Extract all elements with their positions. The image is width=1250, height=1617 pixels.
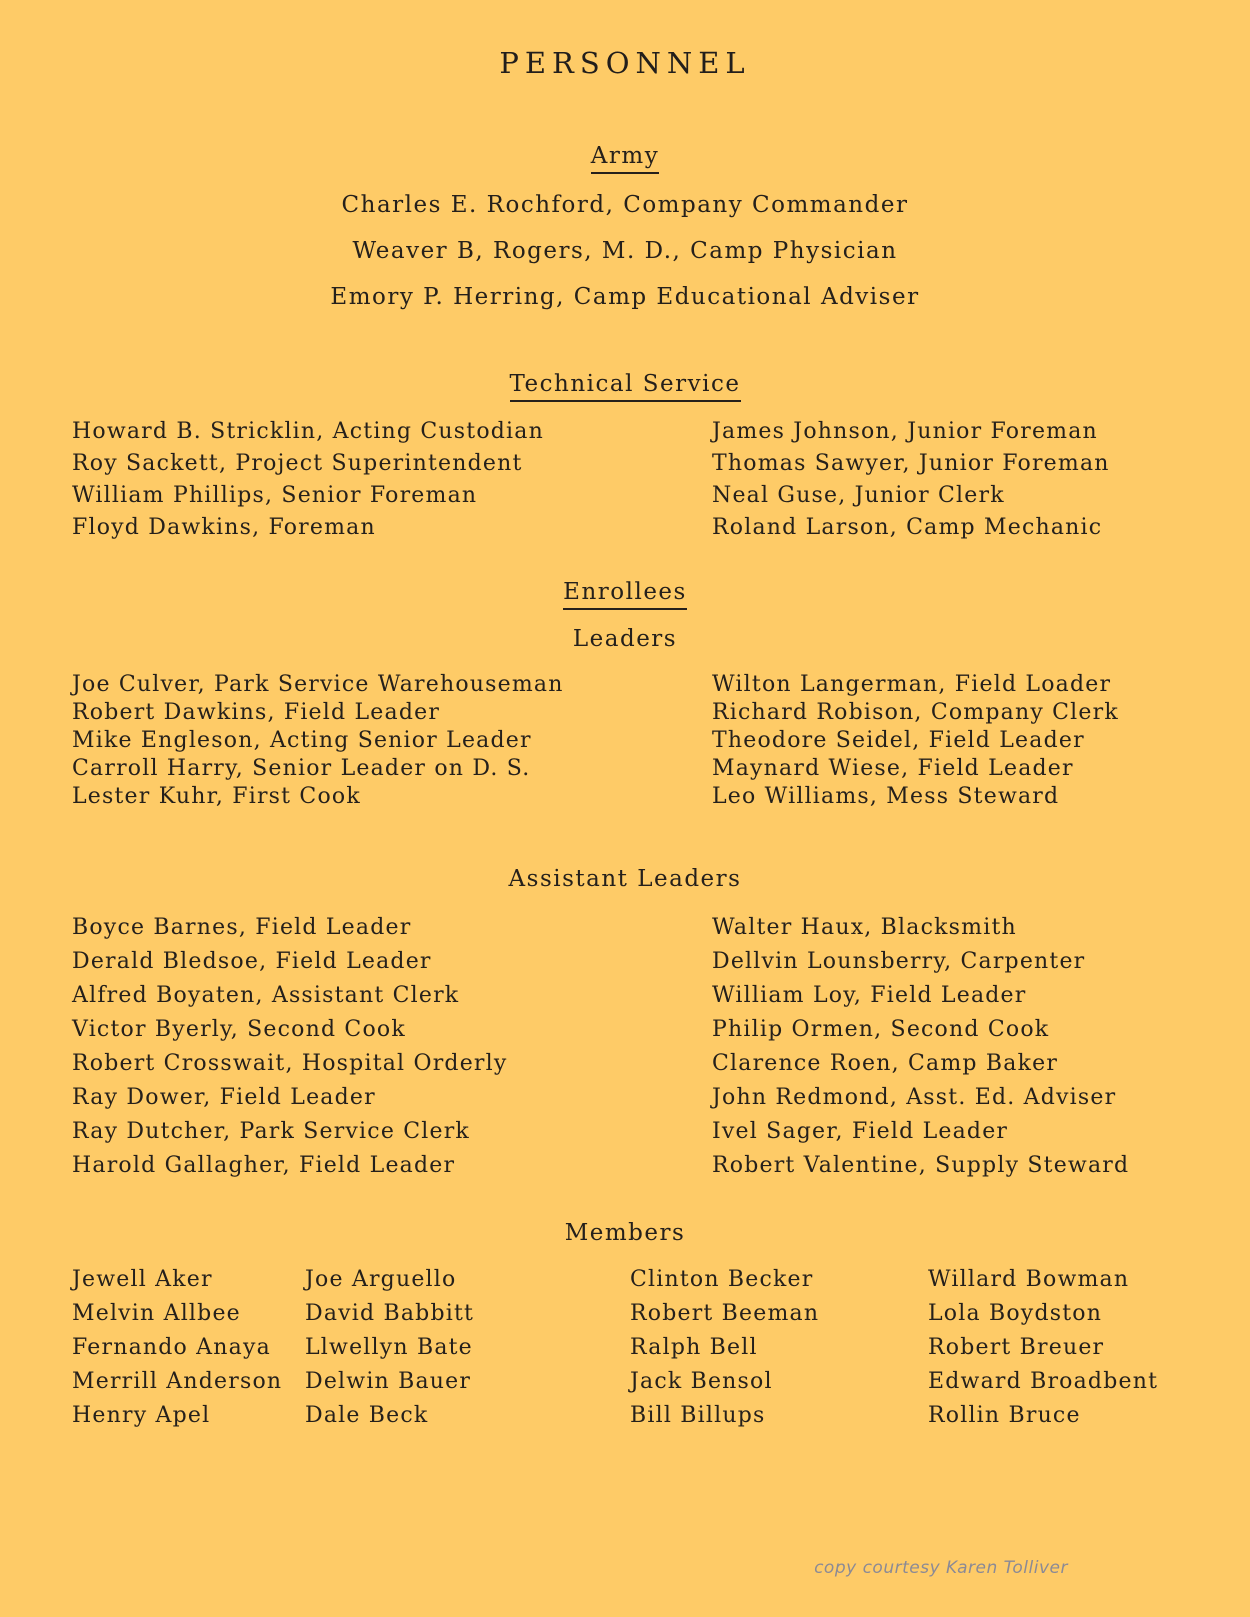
personnel-entry: Dellvin Lounsberry, Carpenter [712,949,1086,974]
personnel-entry: Bill Billups [630,1403,766,1428]
personnel-entry: Willard Bowman [928,1267,1130,1292]
personnel-entry: Robert Dawkins, Field Leader [72,700,441,725]
personnel-entry: Jewell Aker [72,1267,213,1292]
personnel-entry: Wilton Langerman, Field Loader [712,672,1112,697]
members-column-4 [928,1263,1158,1433]
personnel-entry: Leo Williams, Mess Steward [712,784,1060,809]
personnel-entry: Neal Guse, Junior Clerk [712,483,1005,508]
personnel-entry: David Babbitt [305,1301,475,1326]
personnel-entry: Ray Dower, Field Leader [72,1085,376,1110]
personnel-entry: Delwin Bauer [305,1369,472,1394]
section-heading-leaders [0,626,1250,652]
personnel-entry: Melvin Allbee [72,1301,241,1326]
personnel-entry: Victor Byerly, Second Cook [72,1017,406,1042]
personnel-entry: Llwellyn Bate [305,1335,473,1360]
personnel-entry: Charles E. Rochford, Company Commander [341,192,909,218]
assistant-leaders-right-column [712,911,1129,1183]
personnel-entry: Emory P. Herring, Camp Educational Adviser [330,284,920,310]
army-roster [0,182,1250,320]
personnel-entry: Robert Beeman [630,1301,820,1326]
personnel-entry: James Johnson, Junior Foreman [712,419,1098,444]
page-title: PERSONNEL [499,46,751,80]
personnel-entry: Jack Bensol [630,1369,773,1394]
personnel-entry: Weaver B, Rogers, M. D., Camp Physician [352,238,898,264]
personnel-entry: Rollin Bruce [928,1403,1081,1428]
personnel-entry: Philip Ormen, Second Cook [712,1017,1050,1042]
section-heading-technical-service [0,371,1250,402]
section-heading-assistant-leaders [0,866,1250,892]
personnel-entry: Howard B. Stricklin, Acting Custodian [72,419,544,444]
personnel-entry: Joe Arguello [305,1267,457,1292]
section-heading-assistant-leaders-text: Assistant Leaders [508,866,742,892]
section-heading-enrollees-text: Enrollees [563,579,687,610]
personnel-entry: Derald Bledsoe, Field Leader [72,949,432,974]
personnel-entry: Lola Boydston [928,1301,1103,1326]
section-heading-leaders-text: Leaders [572,626,678,652]
personnel-entry: Harold Gallagher, Field Leader [72,1153,456,1178]
personnel-entry: Edward Broadbent [928,1369,1159,1394]
assistant-leaders-left-column [72,911,508,1183]
personnel-entry: William Loy, Field Leader [712,983,1027,1008]
personnel-entry: Richard Robison, Company Clerk [712,700,1119,725]
personnel-entry: Dale Beck [305,1403,429,1428]
personnel-entry: Thomas Sawyer, Junior Foreman [712,451,1110,476]
personnel-entry: Lester Kuhr, First Cook [72,784,361,809]
personnel-entry: Walter Haux, Blacksmith [712,915,1017,940]
personnel-entry: Mike Engleson, Acting Senior Leader [72,728,532,753]
personnel-entry: Robert Valentine, Supply Steward [712,1153,1130,1178]
personnel-entry: Carroll Harry, Senior Leader on D. S. [72,756,531,781]
section-heading-enrollees [0,579,1250,610]
personnel-entry: Ralph Bell [630,1335,758,1360]
personnel-entry: Roy Sackett, Project Superintendent [72,451,523,476]
section-heading-members [0,1220,1250,1246]
personnel-entry: Ray Dutcher, Park Service Clerk [72,1119,470,1144]
personnel-entry: Floyd Dawkins, Foreman [72,515,376,540]
footer-credit: copy courtesy Karen Tolliver [814,1558,1068,1578]
technical-service-left-column [72,416,544,544]
personnel-entry: William Phillips, Senior Foreman [72,483,478,508]
personnel-entry: Alfred Boyaten, Assistant Clerk [72,983,460,1008]
personnel-entry: Clinton Becker [630,1267,814,1292]
personnel-entry: John Redmond, Asst. Ed. Adviser [712,1085,1117,1110]
section-heading-members-text: Members [564,1220,686,1246]
section-heading-army [0,143,1250,174]
personnel-entry: Joe Culver, Park Service Warehouseman [72,672,564,697]
personnel-entry: Maynard Wiese, Field Leader [712,756,1074,781]
members-column-1 [72,1263,282,1433]
personnel-entry: Clarence Roen, Camp Baker [712,1051,1059,1076]
members-column-3 [630,1263,819,1433]
personnel-entry: Ivel Sager, Field Leader [712,1119,1009,1144]
technical-service-right-column [712,416,1110,544]
leaders-right-column [712,671,1119,811]
section-heading-technical-service-text: Technical Service [510,371,741,402]
section-heading-army-text: Army [591,143,659,174]
personnel-entry: Fernando Anaya [72,1335,271,1360]
personnel-entry: Roland Larson, Camp Mechanic [712,515,1103,540]
personnel-entry: Robert Crosswait, Hospital Orderly [72,1051,508,1076]
members-column-2 [305,1263,474,1433]
personnel-entry: Merrill Anderson [72,1369,283,1394]
personnel-entry: Robert Breuer [928,1335,1105,1360]
personnel-entry: Boyce Barnes, Field Leader [72,915,412,940]
personnel-entry: Henry Apel [72,1403,211,1428]
leaders-left-column [72,671,564,811]
personnel-entry: Theodore Seidel, Field Leader [712,728,1085,753]
